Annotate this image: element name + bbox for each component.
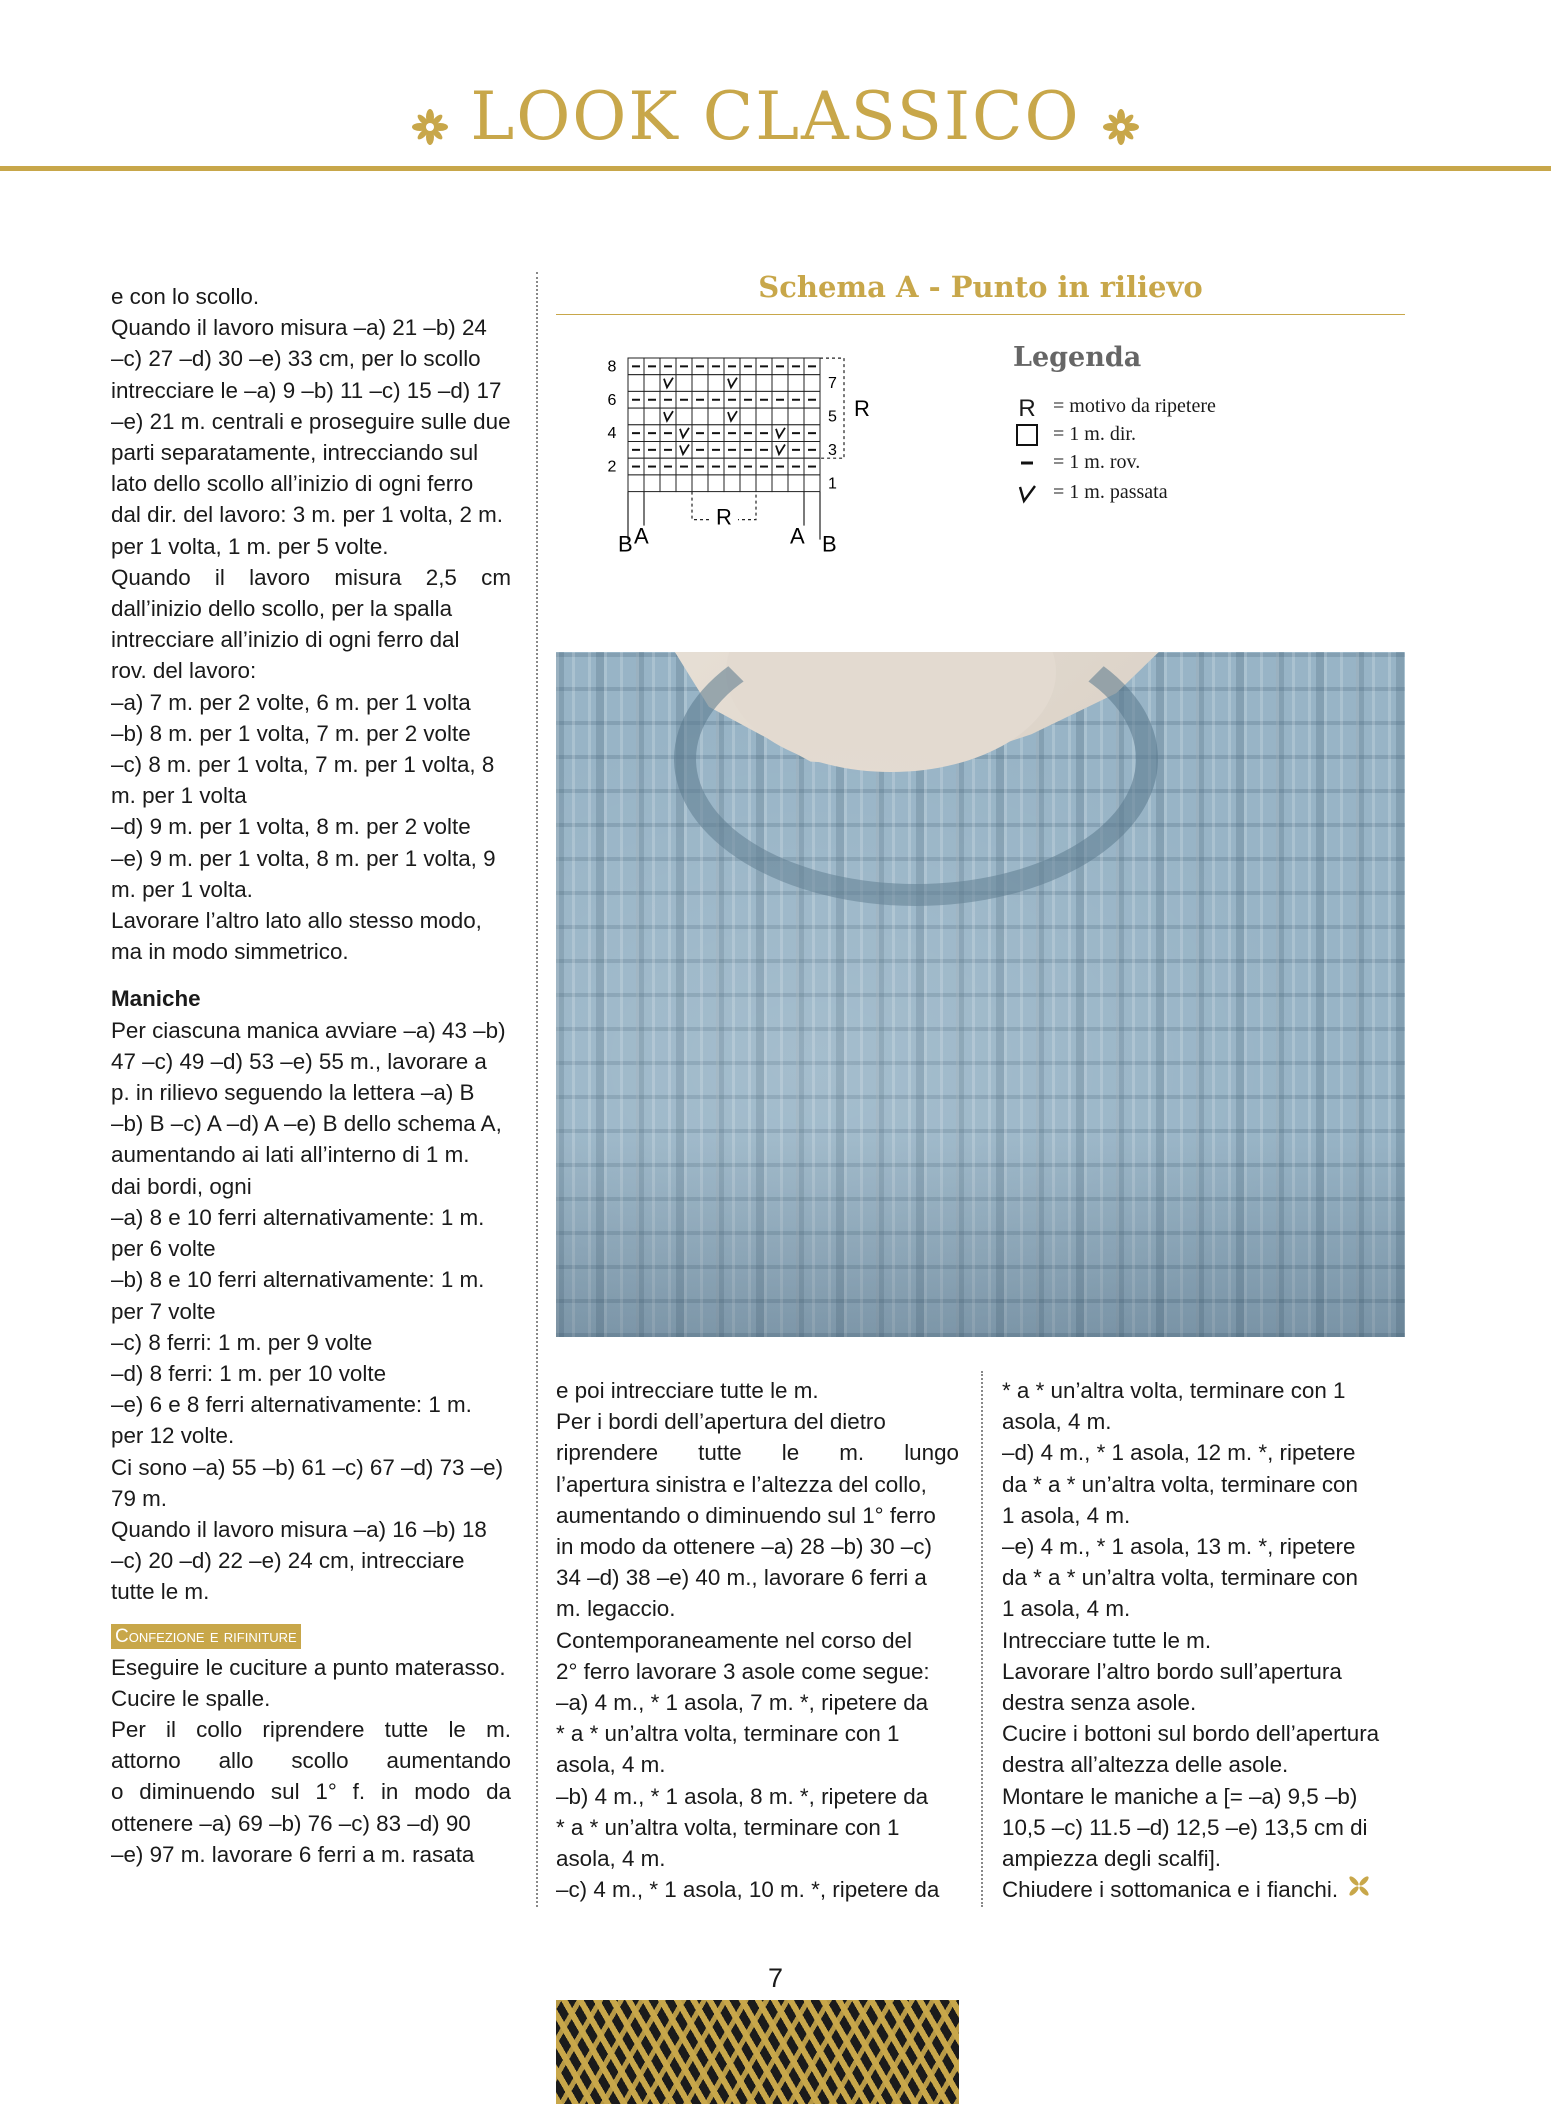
word: scollo — [291, 1748, 349, 1774]
bottom-label-b: B — [618, 531, 633, 557]
text-line: –c) 20 –d) 22 –e) 24 cm, intrecciare — [111, 1548, 465, 1574]
chart-cell — [676, 442, 692, 459]
word: m. — [486, 1716, 511, 1742]
chart-cell — [804, 408, 820, 425]
legend-text: = 1 m. dir. — [1053, 423, 1136, 445]
text-line: –d) 8 ferri: 1 m. per 10 volte — [111, 1360, 387, 1386]
schema-rule — [556, 314, 1405, 315]
flower-ornament-icon — [1103, 84, 1139, 161]
text-line: –a) 4 m., * 1 asola, 7 m. *, ripetere da — [556, 1690, 929, 1716]
text-line: 47 –c) 49 –d) 53 –e) 55 m., lavorare a — [111, 1048, 487, 1074]
text-line: asola, 4 m. — [556, 1752, 666, 1778]
chart-cell — [772, 442, 788, 459]
word: da — [486, 1779, 511, 1805]
word: sul — [270, 1779, 300, 1805]
chart-cell — [772, 475, 788, 492]
row-label: 8 — [607, 358, 617, 376]
row-label: 5 — [828, 408, 837, 426]
text-line: –c) 8 m. per 1 volta, 7 m. per 1 volta, 8 — [111, 752, 495, 778]
word: o — [111, 1779, 124, 1805]
purl-stitch-icon — [1013, 451, 1041, 480]
text-line: * a * un’altra volta, terminare con 1 — [556, 1721, 900, 1747]
text-line: dall’inizio dello scollo, per la spalla — [111, 596, 453, 622]
row-label: 1 — [828, 475, 837, 493]
text-line: per 1 volta, 1 m. per 5 volte. — [111, 533, 389, 559]
chart-cell — [788, 408, 804, 425]
word: diminuendo — [139, 1779, 256, 1805]
footer-knit-strip — [556, 2000, 959, 2104]
row-label: 7 — [828, 375, 837, 393]
chart-cell — [708, 375, 724, 392]
text-line: –b) 8 e 10 ferri alternativamente: 1 m. — [111, 1267, 485, 1293]
word: lavoro — [249, 564, 311, 590]
text-line — [556, 1437, 959, 1468]
text-line: ottenere –a) 69 –b) 76 –c) 83 –d) 90 — [111, 1810, 471, 1836]
text-line: Per i bordi dell’apertura del dietro — [556, 1409, 886, 1435]
text-line: Lavorare l’altro lato allo stesso modo, — [111, 908, 482, 934]
text-line — [111, 1745, 511, 1776]
word: 1° — [315, 1779, 337, 1805]
row-label: 6 — [607, 391, 617, 409]
confezione-label: Confezione e rifiniture — [111, 1624, 301, 1649]
text-line: Eseguire le cuciture a punto materasso. — [111, 1654, 506, 1680]
text-line: aumentando o diminuendo sul 1° ferro — [556, 1502, 936, 1528]
schema-title: Schema A - Punto in rilievo — [758, 270, 1203, 304]
text-line: l’apertura sinistra e l’altezza del collo, — [556, 1471, 927, 1497]
text-line: –e) 21 m. centrali e proseguire sulle due — [111, 408, 511, 434]
word: tutte — [384, 1716, 429, 1742]
bottom-label-a: A — [790, 523, 805, 549]
sweater-photo — [556, 652, 1405, 1337]
photo-shading — [556, 652, 1405, 1337]
text-line: per 12 volte. — [111, 1423, 235, 1449]
text-line — [111, 1714, 511, 1745]
text-line: –b) B –c) A –d) A –e) B dello schema A, — [111, 1111, 502, 1137]
text-line: da * a * un’altra volta, terminare con — [1002, 1471, 1358, 1497]
stitch-chart — [598, 348, 928, 598]
word: il — [166, 1716, 176, 1742]
chart-cell — [628, 475, 644, 492]
text-line: lato dello scollo all’inizio di ogni ferro — [111, 471, 474, 497]
chart-cell — [692, 375, 708, 392]
chart-cell — [708, 475, 724, 492]
chart-cell — [676, 408, 692, 425]
chart-cell — [724, 408, 740, 425]
word: cm — [481, 564, 511, 590]
word: modo — [414, 1779, 471, 1805]
chart-cell — [740, 408, 756, 425]
header-rule — [0, 166, 1551, 171]
text-line: e con lo scollo. — [111, 284, 260, 309]
text-line: –b) 8 m. per 1 volta, 7 m. per 2 volte — [111, 720, 471, 746]
text-line: –d) 9 m. per 1 volta, 8 m. per 2 volte — [111, 814, 471, 840]
word: Per — [111, 1716, 146, 1742]
word: il — [214, 564, 225, 590]
row-label: 3 — [828, 441, 837, 459]
text-line — [111, 1776, 511, 1807]
text-line: –d) 4 m., * 1 asola, 12 m. *, ripetere — [1002, 1440, 1356, 1466]
row-label: 2 — [607, 458, 617, 476]
text-line: –e) 4 m., * 1 asola, 13 m. *, ripetere — [1002, 1534, 1356, 1560]
chart-cell — [772, 375, 788, 392]
chart-cell — [804, 475, 820, 492]
header-title — [0, 78, 1551, 161]
text-column-1 — [111, 281, 511, 1870]
chart-cell — [660, 375, 676, 392]
chart-cell — [804, 375, 820, 392]
word: allo — [218, 1748, 254, 1774]
word: lungo — [904, 1440, 959, 1466]
chart-cell — [724, 475, 740, 492]
word: le — [448, 1716, 466, 1742]
chart-cell — [756, 475, 772, 492]
word: riprendere — [556, 1440, 659, 1466]
chart-cell — [628, 408, 644, 425]
text-line: m. per 1 volta. — [111, 876, 253, 902]
bottom-label-b: B — [822, 531, 837, 557]
page-header — [0, 0, 1551, 175]
chart-cell — [676, 425, 692, 442]
text-line: 1 asola, 4 m. — [1002, 1502, 1131, 1528]
chart-cell — [676, 475, 692, 492]
text-line: e poi intrecciare tutte le m. — [556, 1378, 819, 1403]
text-column-2 — [556, 1375, 959, 1905]
page-number: 7 — [767, 1963, 784, 1993]
text-line: per 6 volte — [111, 1236, 216, 1262]
text-line: asola, 4 m. — [556, 1846, 666, 1872]
chart-cell — [756, 375, 772, 392]
text-line: 34 –d) 38 –e) 40 m., lavorare 6 ferri a — [556, 1565, 927, 1591]
text-line: 10,5 –c) 11.5 –d) 12,5 –e) 13,5 cm di — [1002, 1814, 1368, 1840]
text-line: –e) 6 e 8 ferri alternativamente: 1 m. — [111, 1392, 472, 1418]
legend-text: = motivo da ripetere — [1053, 395, 1216, 417]
column-separator — [536, 272, 538, 1907]
chart-cell — [740, 375, 756, 392]
word: misura — [334, 564, 402, 590]
word: tutte — [698, 1440, 742, 1466]
word: 2,5 — [425, 564, 457, 590]
text-line: –e) 97 m. lavorare 6 ferri a m. rasata — [111, 1841, 475, 1867]
legend-text: = 1 m. rov. — [1053, 451, 1141, 473]
repeat-symbol: R — [1018, 395, 1036, 422]
repeat-label: R — [854, 396, 870, 422]
text-line: m. per 1 volta — [111, 783, 247, 809]
text-line: –c) 8 ferri: 1 m. per 9 volte — [111, 1329, 373, 1355]
word: in — [380, 1779, 399, 1805]
chart-cell — [644, 375, 660, 392]
maniche-heading: Maniche — [111, 986, 201, 1012]
text-line: m. legaccio. — [556, 1596, 676, 1622]
chart-cell — [788, 375, 804, 392]
word: attorno — [111, 1748, 181, 1774]
text-line: Chiudere i sottomanica e i fianchi. — [1002, 1874, 1405, 1905]
header-title-text: LOOK CLASSICO — [470, 78, 1081, 155]
text-line: da * a * un’altra volta, terminare con — [1002, 1565, 1358, 1591]
word: le — [781, 1440, 800, 1466]
chart-cell — [740, 475, 756, 492]
text-line: ma in modo simmetrico. — [111, 939, 349, 965]
chart-cell — [628, 375, 644, 392]
text-line: asola, 4 m. — [1002, 1409, 1112, 1435]
chart-cell — [708, 408, 724, 425]
bottom-label-a: A — [634, 523, 649, 549]
flower-ornament-icon — [412, 84, 448, 161]
column-separator — [981, 1371, 983, 1907]
text-line: 2° ferro lavorare 3 asole come segue: — [556, 1658, 930, 1684]
chart-cell — [772, 408, 788, 425]
text-line: intrecciare all’inizio di ogni ferro dal — [111, 627, 460, 653]
text-line: 1 asola, 4 m. — [1002, 1596, 1131, 1622]
text-line: Lavorare l’altro bordo sull’apertura — [1002, 1658, 1342, 1684]
chart-cell — [644, 408, 660, 425]
chart-cell — [676, 375, 692, 392]
chart-cell — [660, 408, 676, 425]
chart-cell — [772, 425, 788, 442]
text-line: parti separatamente, intrecciando sul — [111, 440, 479, 466]
chart-cell — [724, 375, 740, 392]
word: riprendere — [262, 1716, 365, 1742]
legend-title: Legenda — [1013, 342, 1142, 373]
text-line: –c) 4 m., * 1 asola, 10 m. *, ripetere da — [556, 1877, 940, 1903]
text-line: intrecciare le –a) 9 –b) 11 –c) 15 –d) 17 — [111, 377, 502, 403]
text-line: Per ciascuna manica avviare –a) 43 –b) — [111, 1017, 506, 1043]
knit-stitch-icon — [1013, 423, 1041, 452]
chart-cell — [692, 408, 708, 425]
text-line: Ci sono –a) 55 –b) 61 –c) 67 –d) 73 –e) — [111, 1454, 504, 1480]
text-line: Cucire i bottoni sul bordo dell’apertura — [1002, 1721, 1380, 1747]
text-line: Contemporaneamente nel corso del — [556, 1627, 912, 1653]
text-line: Quando il lavoro misura –a) 16 –b) 18 — [111, 1516, 487, 1542]
slip-stitch-icon — [1013, 481, 1041, 510]
text-line: Cucire le spalle. — [111, 1685, 271, 1711]
text-line: –a) 8 e 10 ferri alternativamente: 1 m. — [111, 1204, 485, 1230]
text-line — [111, 562, 511, 593]
end-ornament-icon — [1348, 1877, 1370, 1902]
legend-text: = 1 m. passata — [1053, 481, 1168, 503]
text-line: aumentando ai lati all’interno di 1 m. — [111, 1142, 470, 1168]
text-line: destra all’altezza delle asole. — [1002, 1752, 1289, 1778]
text-line: –b) 4 m., * 1 asola, 8 m. *, ripetere da — [556, 1783, 929, 1809]
word: m. — [839, 1440, 865, 1466]
word: Quando — [111, 564, 191, 590]
chart-cell — [644, 475, 660, 492]
row-label: 4 — [607, 425, 617, 443]
chart-cell — [660, 475, 676, 492]
chart-cell — [756, 408, 772, 425]
text-line: –e) 9 m. per 1 volta, 8 m. per 1 volta, 9 — [111, 845, 496, 871]
text-line: tutte le m. — [111, 1579, 210, 1605]
text-line: p. in rilievo seguendo la lettera –a) B — [111, 1080, 475, 1106]
text-line: * a * un’altra volta, terminare con 1 — [556, 1814, 900, 1840]
repeat-label: R — [716, 504, 732, 530]
text-line: rov. del lavoro: — [111, 658, 257, 684]
text-line: dal dir. del lavoro: 3 m. per 1 volta, 2 m. — [111, 502, 504, 528]
text-line: Quando il lavoro misura –a) 21 –b) 24 — [111, 315, 487, 341]
word: collo — [196, 1716, 243, 1742]
word: aumentando — [386, 1748, 511, 1774]
text-line: –a) 7 m. per 2 volte, 6 m. per 1 volta — [111, 689, 471, 715]
text-line: Intrecciare tutte le m. — [1002, 1627, 1212, 1653]
text-line: * a * un’altra volta, terminare con 1 — [1002, 1378, 1346, 1403]
text-line: –c) 27 –d) 30 –e) 33 cm, per lo scollo — [111, 346, 481, 372]
text-line: dai bordi, ogni — [111, 1173, 252, 1199]
text-line: per 7 volte — [111, 1298, 216, 1324]
chart-cell — [788, 475, 804, 492]
text-column-3 — [1002, 1375, 1405, 1905]
text-line: ampiezza degli scalfi]. — [1002, 1846, 1222, 1872]
word: f. — [352, 1779, 366, 1805]
text-line: Montare le maniche a [= –a) 9,5 –b) — [1002, 1783, 1358, 1809]
text-line: 79 m. — [111, 1485, 167, 1511]
chart-cell — [692, 475, 708, 492]
text-line: in modo da ottenere –a) 28 –b) 30 –c) — [556, 1534, 932, 1560]
text-line: destra senza asole. — [1002, 1690, 1197, 1716]
